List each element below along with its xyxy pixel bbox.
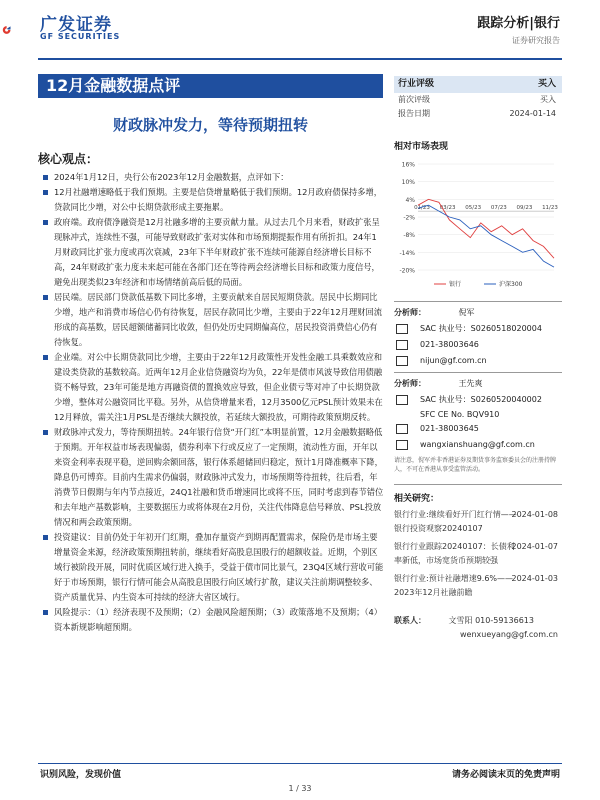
related-research-list xyxy=(394,508,562,600)
rating-header: 行业评级 买入 xyxy=(394,76,562,93)
phone-icon xyxy=(396,424,408,434)
related-research-title: 相关研究： xyxy=(394,494,440,504)
y-tick-label: -20% xyxy=(399,267,415,275)
report-type: 证券研究报告 xyxy=(512,36,560,45)
analyst-block: 分析师： 倪军 SAC 执业号：S0260518020004 021-38003646 nijun@gf.com.cn xyxy=(394,308,542,365)
paragraph: 企业端。对公中长期贷款同比少增，主要由于22年12月政策性开发性金融工具乘数效应和建设类贷款的基数较高。近两年12月企业信贷融资均为负，22年是债市风波导致信用债融资不畅导致，23年可能是地方再融资债的置换效应导致，但企业债亏等对冲了中长期贷款少增，整体对公融资同比平稳。另外，从信贷增量来看，12月3500亿元PSL预计效果未在12月释放，需关注1月PSL是否继续大额投放，若延续大额投放，可期待政策预期反转。 xyxy=(40,350,385,425)
x-tick-label: 01/23 xyxy=(414,205,430,212)
y-tick-label: 10% xyxy=(401,179,415,187)
market-section-title: 相对市场表现 xyxy=(394,142,449,152)
paragraph: 风险提示：（1）经济表现不及预期；（2）金融风险超预期；（3）政策落地不及预期；（4）资本新规影响超预期。 xyxy=(40,605,385,635)
related-item[interactable]: 银行行业:预计社融增速9.6%——2023年12月社融前瞻 2024-01-03 xyxy=(394,574,558,597)
x-tick-label: 07/23 xyxy=(490,205,507,212)
related-item[interactable]: 银行行业跟踪20240107：长债利率新低，市场宽货币预期较强 2024-01-07 xyxy=(394,542,558,565)
sidebar xyxy=(394,76,562,642)
y-tick-label: 16% xyxy=(401,161,415,169)
phone-icon xyxy=(396,340,408,350)
paragraph: 投资建议：目前仍处于年初开门红期，叠加存量资产到期再配置需求，保险仍是市场主要增量资金来源，经济政策预期扭转前，继续看好高股息国股行的超额收益。近期，个别区域行被阶段开展，同时优质区域行进入换手，受益于债市同比景气，23Q4区域行营收可能好于市场预期，银行行情可能会从高股息国股行向区域行扩散，建议关注前期调整较多、资产质量优异、内生资本可持续的经济大省区域行。 xyxy=(40,530,385,605)
email-icon xyxy=(396,440,408,450)
logo-text-cn: 广发证券 xyxy=(40,15,112,35)
logo-text-en: GF SECURITIES xyxy=(40,32,121,41)
paragraph: 12月社融增速略低于我们预期。主要是信贷增量略低于我们预期。12月政府债保持多增，贷款同比少增，对公中长期贷款形成主要拖累。 xyxy=(40,185,385,215)
legend-label: 银行 xyxy=(449,281,462,288)
gf-logo-icon xyxy=(2,12,38,48)
page-number: 1 / 33 xyxy=(288,784,312,793)
id-card-icon xyxy=(396,324,408,334)
legend-label: 沪深300 xyxy=(499,281,523,288)
footer-disclaimer-note: 请务必阅读末页的免责声明 xyxy=(451,770,560,780)
main-body xyxy=(40,170,385,635)
y-tick-label: -14% xyxy=(399,249,415,257)
series-line-1 xyxy=(418,205,554,267)
x-tick-label: 03/23 xyxy=(439,205,456,212)
y-tick-label: 4% xyxy=(405,196,415,204)
page-header xyxy=(0,0,600,56)
paragraph: 财政脉冲式发力，等待预期扭转。24年银行信贷“开门红”本明显前置，12月金融数据略低于预期。开年权益市场表现偏弱，债券利率下行或反应了一定预期，流动性方面，开年以来资金利率表现平稳，逆回购余额回落，银行体系超储回归稳定，预计1月降准概率下降，降息仍可博弈。目前内生需求仍偏弱，财政脉冲式发力，市场预期等待扭转，往后看，年消费节日假期与年内节点接近，24Q1社融和货币增速同比或将不压，同时考虑到春节错位和去年地产基数影响，主要数据压力或将体现在2月份，关注代伟降息信号释放、PSL投放情况和两会政策预期。 xyxy=(40,425,385,530)
paragraph: 2024年1月12日，央行公布2023年12月金融数据，点评如下： xyxy=(40,170,385,185)
core-view-label: 核心观点： xyxy=(38,152,99,166)
report-title: 12月金融数据点评 xyxy=(38,74,383,98)
email-icon xyxy=(396,356,408,366)
y-tick-label: -8% xyxy=(403,232,415,240)
paragraph: 政府端。政府债净融资是12月社融多增的主要贡献力量。从过去几个月来看，财政扩张呈现脉冲式，连续性不强，可能导致财政扩张对实体和市场预期提振作用有所折扣。24年1月财政同比扩张力度或再次衰减，23年下半年财政扩张不连续可能源自经济增长目标不高，24年财政扩张力度未来起可能在各部门还在等待两会经济增长目标和政策力度信号，避免出现类似23年经济和市场情绪前高后低的局面。 xyxy=(40,215,385,290)
footer-slogan: 识别风险，发现价值 xyxy=(40,770,122,780)
header-divider xyxy=(38,58,562,60)
report-date-row: 报告日期 2024-01-14 xyxy=(398,109,556,118)
report-category: 跟踪分析|银行 xyxy=(477,16,560,31)
related-item[interactable]: 银行行业:继续看好开门红行情——银行投资观察20240107 2024-01-08 xyxy=(394,510,558,533)
x-tick-label: 05/23 xyxy=(465,205,482,212)
footer-divider xyxy=(38,763,562,764)
contact-block: 联系人： 文雪阳 010-59136613 wenxueyang@gf.com.cn xyxy=(394,616,558,639)
paragraph: 居民端。居民部门贷款低基数下同比多增，主要贡献来自居民短期贷款。居民中长期同比少增，地产和消费市场信心仍有待恢复，居民存款同比少增，主要由于22年12月理财回流形成的高基数，居民超额储蓄同比收敛，但仍处历史同期偏高位，居民投资消费信心仍有待恢复。 xyxy=(40,290,385,350)
x-tick-label: 09/23 xyxy=(516,205,533,212)
disclaimer: 请注意，倪军并非香港证券及期货事务监察委员会的注册持牌人，不可在香港从事受监管活动。 xyxy=(394,457,557,473)
x-tick-label: 11/23 xyxy=(542,205,558,212)
y-tick-label: -2% xyxy=(403,214,415,222)
relative-market-chart xyxy=(394,158,562,293)
prev-rating-row: 前次评级 买入 xyxy=(398,95,556,104)
id-card-icon xyxy=(396,395,408,405)
report-subtitle: 财政脉冲发力，等待预期扭转 xyxy=(112,116,308,134)
analyst-block: 分析师： 王先爽 SAC 执业号：S0260520040002 SFC CE No. BQV910 021-38003645 wangxianshuang@gf.com.cn xyxy=(394,379,542,449)
